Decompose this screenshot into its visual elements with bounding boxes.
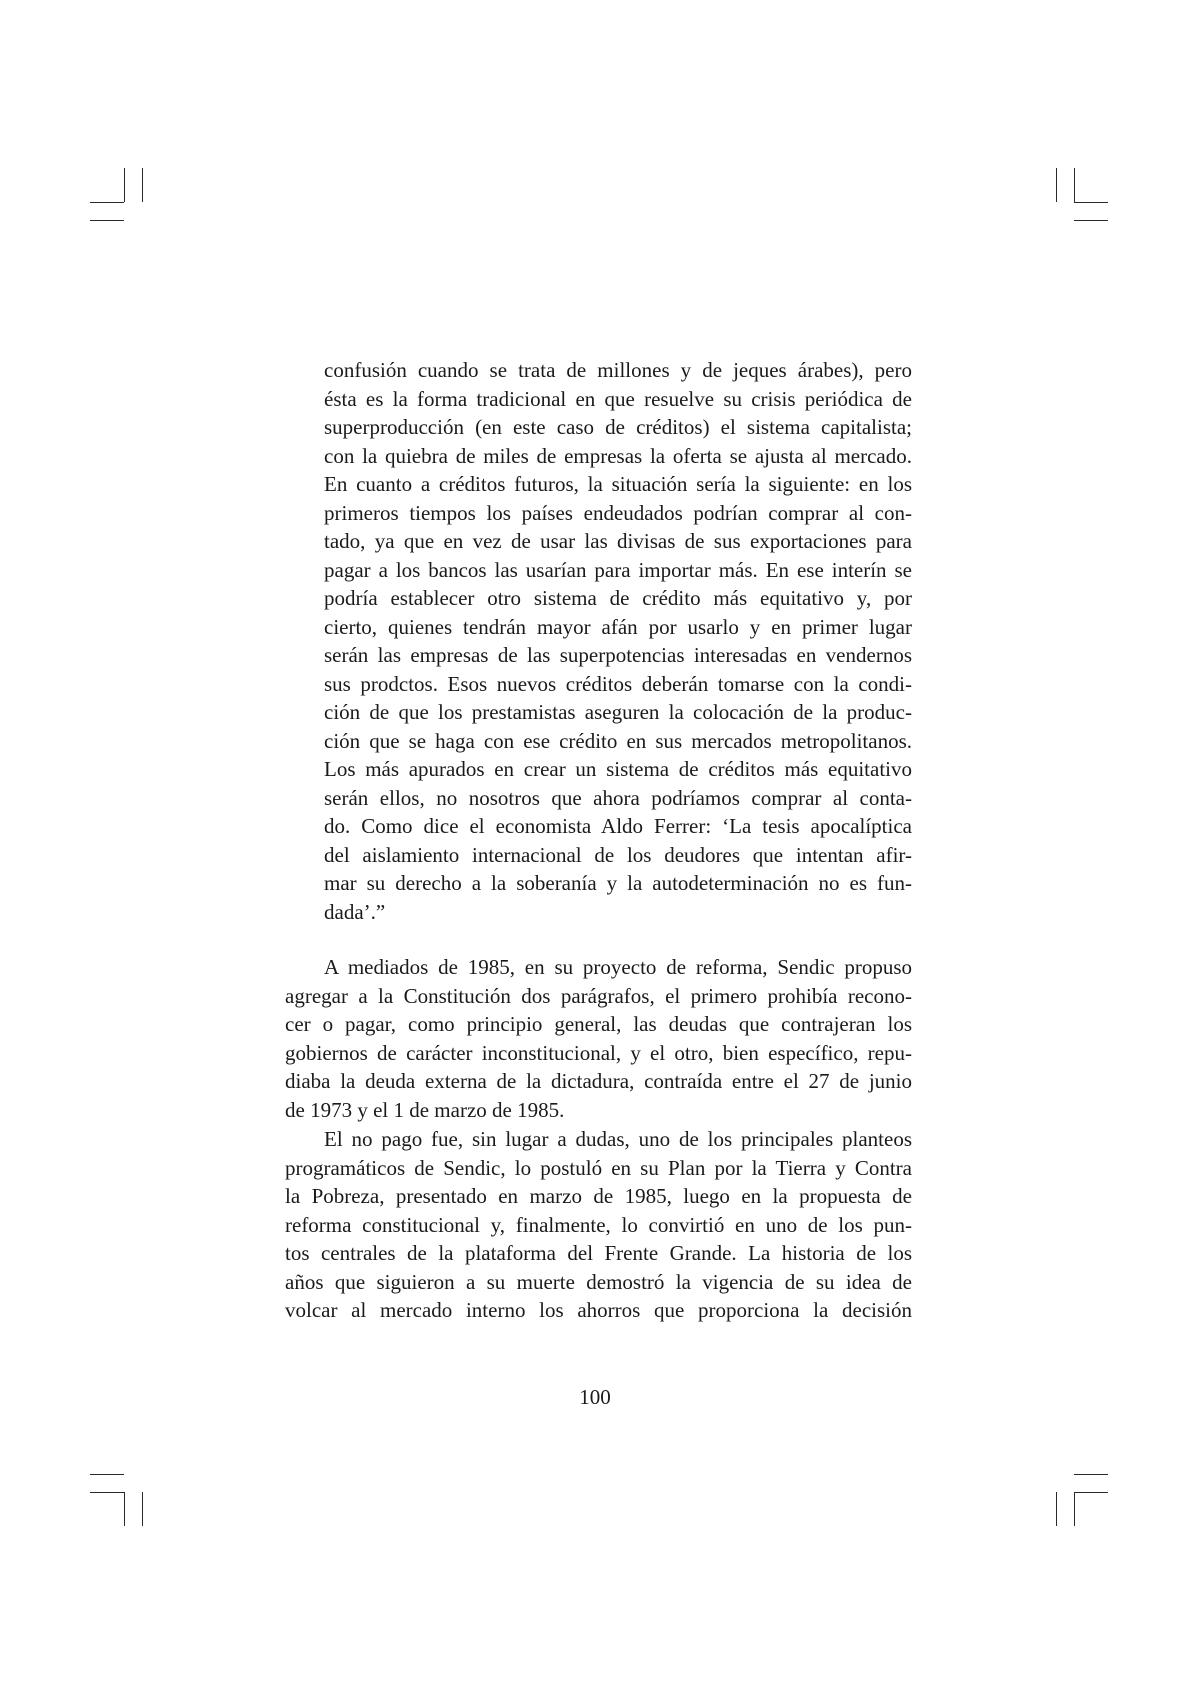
crop-mark: [124, 1492, 125, 1526]
quote-line: podría establecer otro sistema de crédito más equitativo y, por: [324, 586, 912, 610]
paragraph-line: programáticos de Sendic, lo postuló en su Plan por la Tierra y Contra: [285, 1155, 912, 1180]
crop-mark: [142, 168, 143, 202]
page-number: 100: [579, 1385, 611, 1409]
quote-line: serán las empresas de las superpotencias interesadas en vendernos: [324, 643, 912, 667]
quote-line: serán ellos, no nosotros que ahora podríamos comprar al conta-: [324, 785, 912, 810]
paragraph-line: de 1973 y el 1 de marzo de 1985.: [285, 1097, 565, 1122]
paragraph-line: reforma constitucional y, finalmente, lo convirtió en uno de los pun-: [285, 1212, 912, 1237]
quote-line: con la quiebra de miles de empresas la oferta se ajusta al mercado.: [324, 443, 912, 468]
crop-mark: [1074, 220, 1108, 221]
paragraph-line: gobiernos de carácter inconstitucional, y el otro, bien específico, repu-: [285, 1040, 912, 1065]
crop-mark: [1074, 1474, 1108, 1475]
crop-mark: [1074, 1492, 1108, 1493]
crop-mark: [142, 1492, 143, 1526]
crop-mark: [124, 168, 125, 202]
quote-line: ción de que los prestamistas aseguren la colocación de la produc-: [324, 700, 912, 724]
quote-line: mar su derecho a la soberanía y la autodeterminación no es fun-: [324, 871, 912, 895]
quote-line: del aislamiento internacional de los deudores que intentan afir-: [324, 842, 912, 867]
quote-line: ésta es la forma tradicional en que resuelve su crisis periódica de: [324, 386, 912, 411]
paragraph-line: tos centrales de la plataforma del Frente Grande. La historia de los: [285, 1241, 912, 1265]
paragraph-line: años que siguieron a su muerte demostró la vigencia de su idea de: [285, 1269, 912, 1294]
quote-line: pagar a los bancos las usarían para importar más. En ese interín se: [324, 557, 912, 582]
paragraph-line: agregar a la Constitución dos parágrafos, el primero prohibía recono-: [285, 983, 912, 1008]
crop-mark: [1074, 168, 1075, 202]
body-paragraph: [285, 1125, 912, 1325]
crop-mark: [90, 220, 124, 221]
quote-line: En cuanto a créditos futuros, la situación sería la siguiente: en los: [324, 472, 912, 496]
quote-line: superproducción (en este caso de créditos) el sistema capitalista;: [324, 415, 912, 439]
crop-mark: [1074, 1492, 1075, 1526]
body-paragraph: [285, 953, 912, 1124]
quote-line: dada’.”: [324, 899, 386, 924]
paragraph-line: diaba la deuda externa de la dictadura, contraída entre el 27 de junio: [285, 1069, 912, 1093]
quote-line: tado, ya que en vez de usar las divisas de sus exportaciones para: [324, 529, 912, 553]
paragraph-line: El no pago fue, sin lugar a dudas, uno de los principales planteos: [324, 1127, 912, 1151]
crop-mark: [90, 202, 124, 203]
quote-line: ción que se haga con ese crédito en sus mercados metropolitanos.: [324, 728, 912, 753]
quote-line: cierto, quienes tendrán mayor afán por usarlo y en primer lugar: [324, 614, 912, 639]
crop-mark: [1056, 168, 1057, 202]
quote-line: Los más apurados en crear un sistema de créditos más equitativo: [324, 757, 912, 781]
crop-mark: [90, 1474, 124, 1475]
paragraph-line: volcar al mercado interno los ahorros que proporciona la decisión: [285, 1298, 912, 1322]
crop-mark: [90, 1492, 124, 1493]
paragraph-line: cer o pagar, como principio general, las deudas que contrajeran los: [285, 1012, 912, 1036]
crop-mark: [1056, 1492, 1057, 1526]
quote-line: sus prodctos. Esos nuevos créditos deberán tomarse con la condi-: [324, 671, 912, 696]
paragraph-line: la Pobreza, presentado en marzo de 1985, luego en la propuesta de: [285, 1184, 912, 1208]
quote-line: primeros tiempos los países endeudados podrían comprar al con-: [324, 500, 912, 525]
crop-mark: [1074, 202, 1108, 203]
paragraph-line: A mediados de 1985, en su proyecto de reforma, Sendic propuso: [324, 955, 912, 979]
quote-line: do. Como dice el economista Aldo Ferrer: ‘La tesis apocalíptica: [324, 814, 912, 838]
quote-line: confusión cuando se trata de millones y de jeques árabes), pero: [324, 358, 912, 382]
block-quote: [324, 356, 912, 926]
